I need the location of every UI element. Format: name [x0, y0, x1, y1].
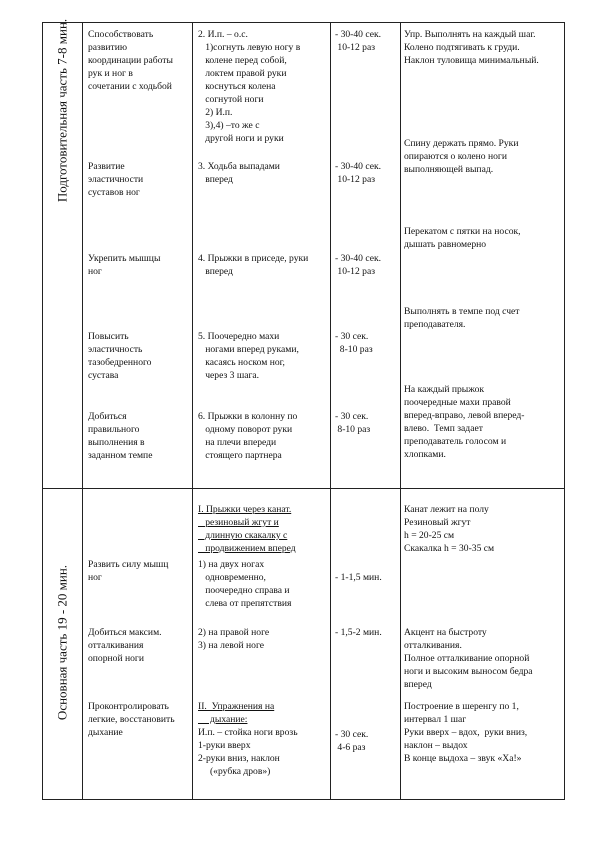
- goal-line: заданном темпе: [88, 450, 153, 461]
- exercise-line: 1)согнуть левую ногу в: [198, 42, 301, 53]
- dosage-line: 4-6 раз: [335, 742, 366, 753]
- goal-line: Развитие: [88, 161, 125, 172]
- goal-line: суставов ног: [88, 187, 140, 198]
- goal-line: координации работы: [88, 55, 173, 66]
- goal-line: Повысить: [88, 331, 129, 342]
- dosage-line: - 30 сек.: [335, 729, 369, 740]
- exercise-line: II. Упражнения на: [198, 701, 275, 712]
- notes-line: опираются о колено ноги: [404, 151, 507, 162]
- exercise-header-line: длинную скакалку с: [198, 530, 288, 541]
- exercise-line: 2) на правой ноге: [198, 627, 270, 638]
- exercise-header-line: I. Прыжки через канат.: [198, 504, 292, 515]
- notes-line: Выполнять в темпе под счет: [404, 306, 520, 317]
- exercise-line: дыхание:: [198, 714, 248, 725]
- goal-line: выполнения в: [88, 437, 145, 448]
- dosage-line: 10-12 раз: [335, 266, 376, 277]
- goal-line: Добиться максим.: [88, 627, 162, 638]
- notes-line: Полное отталкивание опорной: [404, 653, 530, 664]
- section-divider: [42, 488, 565, 489]
- exercise-line: коснуться колена: [198, 81, 276, 92]
- dosage-line: 8-10 раз: [335, 424, 371, 435]
- goal-line: отталкивания: [88, 640, 144, 651]
- notes-line: На каждый прыжок: [404, 384, 485, 395]
- exercise-line: 2. И.п. – о.с.: [198, 29, 248, 40]
- exercise-line: 2) И.п.: [198, 107, 233, 118]
- exercise-header-line: резиновый жгут и: [198, 517, 279, 528]
- notes-line: Построение в шеренгу по 1,: [404, 701, 519, 712]
- goal-line: ног: [88, 572, 102, 583]
- goal-line: опорной ноги: [88, 653, 144, 664]
- dosage-line: 10-12 раз: [335, 174, 376, 185]
- exercise-line: локтем правой руки: [198, 68, 287, 79]
- column-divider-4: [400, 22, 401, 800]
- goal-line: сочетании с ходьбой: [88, 81, 172, 92]
- goal-line: эластичность: [88, 344, 143, 355]
- exercise-line: 3),4) –то же с: [198, 120, 260, 131]
- notes-line: отталкивания.: [404, 640, 462, 651]
- notes-line: влево. Темп задает: [404, 423, 483, 434]
- notes-line: преподавателя.: [404, 319, 466, 330]
- exercise-line: согнутой ноги: [198, 94, 264, 105]
- exercise-header-line: продвижением вперед: [198, 543, 296, 554]
- column-divider-2: [192, 22, 193, 800]
- dosage-line: - 30-40 сек.: [335, 161, 382, 172]
- notes-header-line: Канат лежит на полу: [404, 504, 489, 515]
- exercise-line: И.п. – стойка ноги врозь: [198, 727, 298, 738]
- exercise-line: касаясь носком ног,: [198, 357, 285, 368]
- exercise-line: вперед: [198, 174, 233, 185]
- column-divider-1: [82, 22, 83, 800]
- exercise-line: одновременно,: [198, 572, 266, 583]
- exercise-line: 4. Прыжки в приседе, руки: [198, 253, 309, 264]
- exercise-line: другой ноги и руки: [198, 133, 284, 144]
- section-title-warmup: Подготовительная часть 7-8 мин.: [54, 18, 70, 203]
- notes-line: преподаватель голосом и: [404, 436, 507, 447]
- goal-line: сустава: [88, 370, 119, 381]
- exercise-line: 5. Поочередно махи: [198, 331, 280, 342]
- notes-line: вперед: [404, 679, 432, 690]
- goal-line: эластичности: [88, 174, 144, 185]
- exercise-line: стоящего партнера: [198, 450, 282, 461]
- goal-line: Укрепить мышцы: [88, 253, 161, 264]
- notes-line: Спину держать прямо. Руки: [404, 138, 519, 149]
- exercise-line: одному поворот руки: [198, 424, 293, 435]
- exercise-line: 1) на двух ногах: [198, 559, 265, 570]
- column-divider-3: [330, 22, 331, 800]
- exercise-line: («рубка дров»): [198, 766, 271, 777]
- notes-line: В конце выдоха – звук «Ха!»: [404, 753, 522, 764]
- exercise-line: через 3 шага.: [198, 370, 260, 381]
- notes-line: наклон – выдох: [404, 740, 468, 751]
- exercise-line: поочередно справа и: [198, 585, 290, 596]
- goal-line: рук и ног в: [88, 68, 133, 79]
- dosage-line: - 30-40 сек.: [335, 29, 382, 40]
- goal-line: ног: [88, 266, 102, 277]
- exercise-line: ногами вперед руками,: [198, 344, 299, 355]
- exercise-line: вперед: [198, 266, 233, 277]
- table-left-border: [42, 22, 43, 800]
- exercise-line: слева от препятствия: [198, 598, 292, 609]
- notes-line: вперед-вправо, левой вперед-: [404, 410, 525, 421]
- dosage-line: - 1,5-2 мин.: [335, 627, 382, 638]
- notes-line: интервал 1 шаг: [404, 714, 467, 725]
- exercise-line: колене перед собой,: [198, 55, 287, 66]
- notes-line: поочередные махи правой: [404, 397, 511, 408]
- section-title-main: Основная часть 19 - 20 мин.: [54, 564, 70, 721]
- notes-line: дышать равномерно: [404, 239, 487, 250]
- notes-header-line: Резиновый жгут: [404, 517, 471, 528]
- dosage-line: - 30 сек.: [335, 331, 369, 342]
- dosage-line: 8-10 раз: [335, 344, 373, 355]
- exercise-line: 6. Прыжки в колонну по: [198, 411, 298, 422]
- dosage-line: - 30 сек.: [335, 411, 369, 422]
- goal-line: тазобедренного: [88, 357, 152, 368]
- goal-line: дыхание: [88, 727, 123, 738]
- goal-line: Проконтролировать: [88, 701, 169, 712]
- notes-line: Наклон туловища минимальный.: [404, 55, 539, 66]
- notes-line: Перекатом с пятки на носок,: [404, 226, 521, 237]
- notes-header-line: h = 20-25 см: [404, 530, 455, 541]
- goal-line: правильного: [88, 424, 140, 435]
- notes-line: Акцент на быстроту: [404, 627, 487, 638]
- dosage-line: - 1-1,5 мин.: [335, 572, 382, 583]
- dosage-line: 10-12 раз: [335, 42, 376, 53]
- goal-line: Добиться: [88, 411, 127, 422]
- notes-line: хлопками.: [404, 449, 446, 460]
- exercise-line: 3) на левой ноге: [198, 640, 265, 651]
- exercise-line: 2-руки вниз, наклон: [198, 753, 280, 764]
- goal-line: развитию: [88, 42, 128, 53]
- exercise-line: 3. Ходьба выпадами: [198, 161, 280, 172]
- goal-line: Развить силу мышц: [88, 559, 169, 570]
- notes-line: Колено подтягивать к груди.: [404, 42, 520, 53]
- notes-line: Руки вверх – вдох, руки вниз,: [404, 727, 528, 738]
- table-right-border: [564, 22, 565, 800]
- table-top-border: [42, 22, 565, 23]
- goal-line: легкие, восстановить: [88, 714, 175, 725]
- goal-line: Способствовать: [88, 29, 154, 40]
- notes-line: ноги и высоким выносом бедра: [404, 666, 533, 677]
- exercise-line: 1-руки вверх: [198, 740, 251, 751]
- notes-line: выполняющей выпад.: [404, 164, 494, 175]
- table-bottom-border: [42, 799, 565, 800]
- notes-line: Упр. Выполнять на каждый шаг.: [404, 29, 536, 40]
- dosage-line: - 30-40 сек.: [335, 253, 382, 264]
- exercise-line: на плечи впереди: [198, 437, 277, 448]
- notes-header-line: Скакалка h = 30-35 см: [404, 543, 495, 554]
